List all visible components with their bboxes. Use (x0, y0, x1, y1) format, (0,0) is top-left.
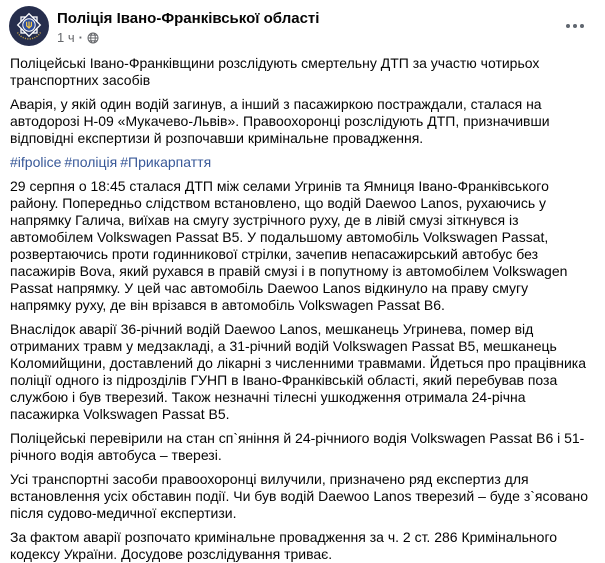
post-meta-row (57, 30, 559, 46)
post-header (0, 0, 605, 46)
post-paragraph: Аварія, у якій один водій загинув, а інший з пасажиркою постраждали, сталася на автодорозі Н-09 «Мукачево-Львів». Правоохоронці розслідують ДТП, призначивши відповідні експертизи й розпочавши кримінальне провадження. (10, 96, 550, 146)
hashtag-link[interactable]: #ifpolice (10, 154, 62, 170)
hashtag-link[interactable]: #поліція (64, 154, 118, 170)
globe-icon (87, 32, 99, 44)
more-options-icon[interactable] (559, 10, 591, 42)
post-paragraph: За фактом аварії розпочато кримінальне провадження за ч. 2 ст. 286 Кримінального кодексу України. Досудове розслідування триває. (10, 529, 558, 562)
page-avatar[interactable] (9, 6, 49, 46)
post-timestamp[interactable]: 1 ч (57, 30, 75, 45)
header-meta (57, 6, 559, 46)
post-paragraph: Поліцейські Івано-Франківщини розслідують смертельну ДТП за участю чотирьох транспортних засобів (10, 55, 540, 88)
hashtag-row (10, 154, 591, 171)
post-body (0, 46, 605, 563)
post-paragraph: Поліцейські перевірили на стан сп`яніння й 24-річниого водія Volkswagen Passat B6 і 51-річного водія автобуса – тверезі. (10, 430, 585, 463)
ukraine-police-badge-icon (9, 6, 49, 46)
meta-separator: · (78, 30, 83, 45)
post-paragraph: Усі транспортні засоби правоохоронці вилучили, призначено ряд експертиз для встановлення усіх обставин події. Чи був водій Daewoo Lanos тверезий – буде з`ясовано після судово-медичної експертизи. (10, 471, 589, 521)
hashtag-link[interactable]: #Прикарпаття (120, 154, 212, 170)
page-name-link[interactable]: Поліція Івано-Франківської області (57, 10, 320, 27)
post-paragraph: 29 серпня о 18:45 сталася ДТП між селами Угринів та Ямниця Івано-Франківського району. Попередньо слідством встановлено, що водій Daewoo Lanos, рухаючись у напрямку Галича, виїхав на смугу зустрічного руху, де в лівій смузі зіткнувся із автомобілем Volkswagen Passat B5. У подальшому автомобіль Volkswagen Passat, розвертаючись проти годинникової стрілки, зачепив непасажирський автобус без пасажирів Bova, який рухався в правій смузі і в попутному із автомобілем Volkswagen Passat напрямку. У цей час автомобіль Daewoo Lanos відкинуло на праву смугу напрямку руху, де він врізався в автомобіль Volkswagen Passat B6. (10, 178, 568, 313)
post-paragraph: Внаслідок аварії 36-річний водій Daewoo Lanos, мешканець Угринева, помер від отриманих травм у медзакладі, а 31-річний водій Volkswagen Passat B5, мешканець Коломийщини, доставлений до лікарні з численними травмами. Йдеться про працівника поліції одного із підрозділів ГУНП в Івано-Франківській області, який перебував поза службою і був тверезий. Також незначні тілесні ушкодження отримала 24-річна пасажирка Volkswagen Passat B5. (10, 321, 587, 422)
